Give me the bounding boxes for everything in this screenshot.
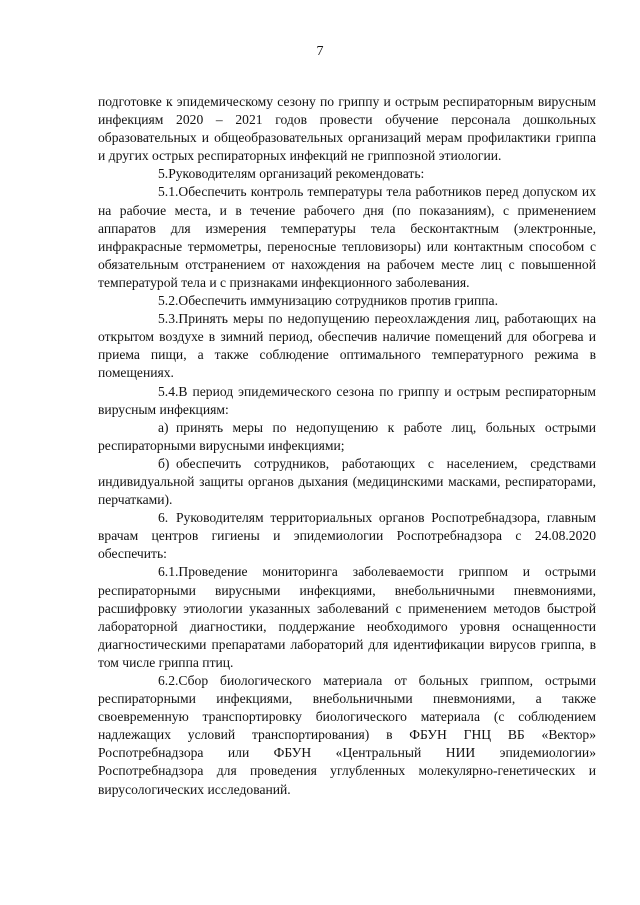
paragraph-number: 5.2. xyxy=(158,293,179,309)
paragraph-text: обеспечить сотрудников, работающих с населением, средствами индивидуальной защиты органов дыхания (медицинскими масками, респираторами, перчатками). xyxy=(98,455,596,508)
paragraph-number: а) xyxy=(158,419,169,435)
paragraph-5 xyxy=(98,165,596,183)
paragraph-text: Проведение мониторинга заболеваемости гриппом и острыми респираторными вирусными инфекциями, внебольничными пневмониями, расшифровку этиологии указанных заболеваний с применением методов быстрой лабораторной диагностики, поддержание необходимого уровня оснащенности диагностическими препаратами лабораторий для идентификации вирусов гриппа, в том числе гриппа птиц. xyxy=(98,564,596,670)
paragraph-5-4 xyxy=(98,383,596,419)
paragraph-number: 6.1. xyxy=(158,564,179,580)
paragraph-number: 6. xyxy=(158,510,169,526)
paragraph-5-2 xyxy=(98,292,596,310)
paragraph-continuation xyxy=(98,93,596,165)
document-body xyxy=(98,93,596,799)
paragraph-text: В период эпидемического сезона по гриппу и острым респираторным вирусным инфекциям: xyxy=(98,383,596,417)
paragraph-number: 6.2. xyxy=(158,673,179,688)
paragraph-text: Обеспечить контроль температуры тела работников перед допуском их на рабочие места, и в течение рабочего дня (по показаниям), с применением аппаратов для измерения температуры тела бесконтактным (электронные, инфракрасные термометры, переносные тепловизоры) или контактным способом с обязательным отстранением от нахождения на рабочем месте лиц с повышенной температурой тела и с признаками инфекционного заболевания. xyxy=(98,184,596,290)
paragraph-5-4-b xyxy=(98,455,596,509)
paragraph-text: подготовке к эпидемическому сезону по гриппу и острым респираторным вирусным инфекциям 2020 – 2021 годов провести обучение персонала дошкольных образовательных и общеобразовательных организаций мерам профилактики гриппа и других острых респираторных инфекций не гриппозной этиологии. xyxy=(98,94,596,164)
paragraph-5-4-a xyxy=(98,419,596,455)
paragraph-6-2 xyxy=(98,672,596,799)
paragraph-6 xyxy=(98,509,596,563)
paragraph-number: б) xyxy=(158,455,170,471)
paragraph-6-1 xyxy=(98,563,596,672)
paragraph-number: 5.4. xyxy=(158,383,179,399)
paragraph-text: Обеспечить иммунизацию сотрудников против гриппа. xyxy=(178,293,498,309)
paragraph-text: Сбор биологического материала от больных гриппом, острыми респираторными инфекциями, внебольничными пневмониями, а также своевременную транспортировку биологического материала (с соблюдением надлежащих условий транспортирования) в ФБУН ГНЦ ВБ «Вектор» Роспотребнадзора или ФБУН «Центральный НИИ эпидемиологии» Роспотребнадзора для проведения углубленных молекулярно-генетических и вирусологических исследований. xyxy=(98,673,596,797)
paragraph-text: принять меры по недопущению к работе лиц, больных острыми респираторными вирусными инфекциями; xyxy=(98,419,596,453)
paragraph-5-3 xyxy=(98,310,596,382)
paragraph-number: 5. xyxy=(158,166,169,182)
paragraph-number: 5.3. xyxy=(158,311,179,327)
paragraph-text: Руководителям организаций рекомендовать: xyxy=(168,166,425,182)
paragraph-text: Руководителям территориальных органов Роспотребнадзора, главным врачам центров гигиены и эпидемиологии Роспотребнадзора с 24.08.2020 обеспечить: xyxy=(98,510,596,562)
paragraph-number: 5.1. xyxy=(158,184,179,200)
page-number: 7 xyxy=(316,44,324,59)
paragraph-text: Принять меры по недопущению переохлаждения лиц, работающих на открытом воздухе в зимний период, обеспечив наличие помещений для обогрева и приема пищи, а также соблюдение оптимального температурного режима в помещениях. xyxy=(98,311,596,381)
paragraph-5-1 xyxy=(98,183,596,292)
